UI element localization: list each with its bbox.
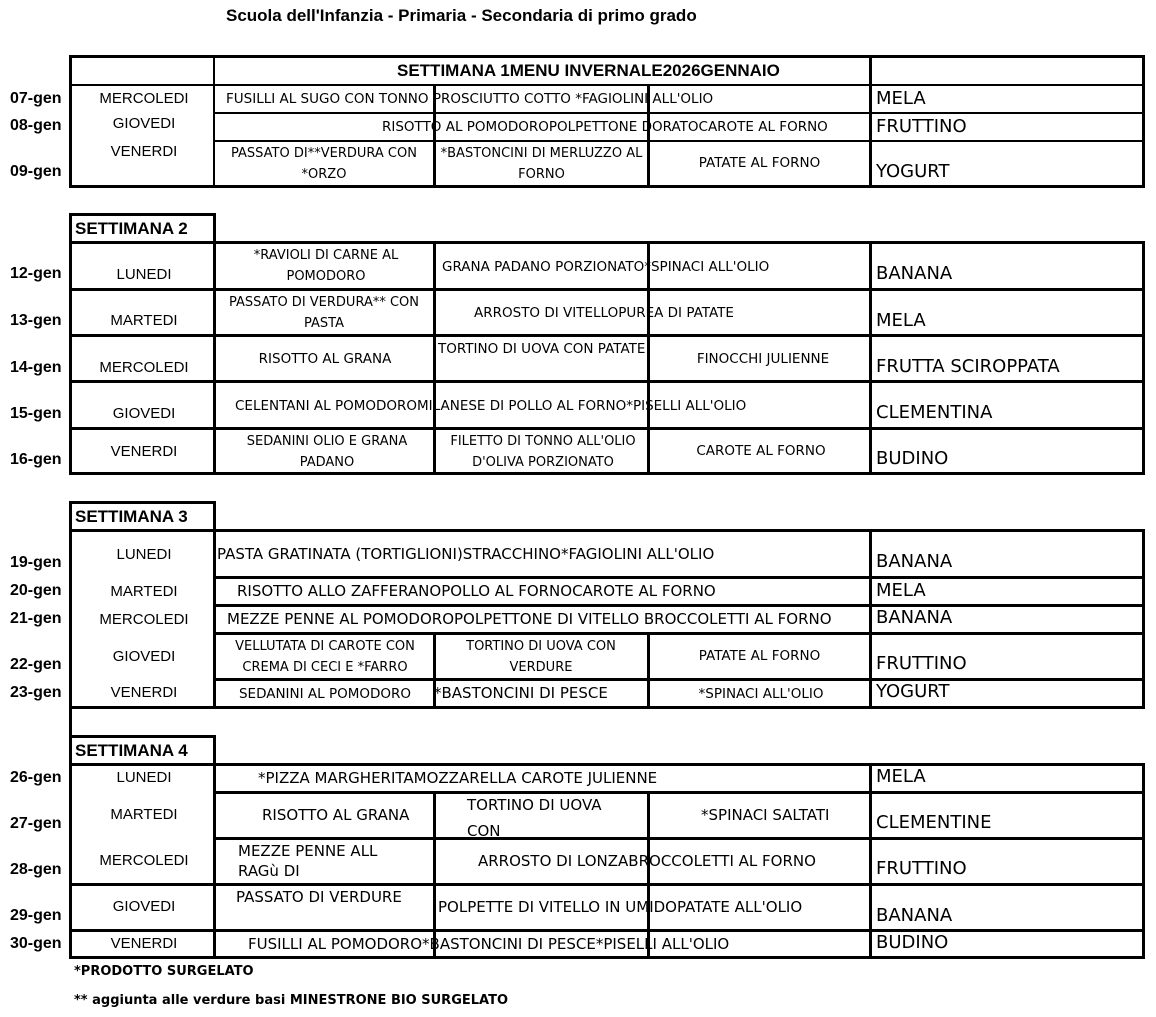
week3-row5-fruit: YOGURT [876,681,950,702]
week3-row4-first: VELLUTATA DI CAROTE CON CREMA DI CECI E *FARRO [235,639,415,675]
week3-row3-day: MERCOLEDI [99,611,189,628]
week4-row2-fruit: CLEMENTINE [876,812,992,833]
week2-row5-day: VENERDI [110,443,178,460]
school-title: Scuola dell'Infanzia - Primaria - Secondaria di primo grado [226,6,697,25]
week4-row5-menu: FUSILLI AL POMODORO*BASTONCINI DI PESCE*PISELLI ALL'OLIO [248,935,730,953]
week3-row3-menu: MEZZE PENNE AL POMODOROPOLPETTONE DI VITELLO BROCCOLETTI AL FORNO [227,610,832,628]
week4-row2-side: *SPINACI SALTATI [701,806,830,824]
week2-row1-date: 12-gen [10,265,62,282]
week4-row3-menu: ARROSTO DI LONZABROCCOLETTI AL FORNO [478,852,816,870]
week2-row4-menu: CELENTANI AL POMODOROMILANESE DI POLLO AL FORNO*PISELLI ALL'OLIO [235,398,747,414]
week4-row4-first: PASSATO DI VERDURE [236,888,402,906]
week4-header: SETTIMANA 4 [75,741,188,760]
week3-row2-date: 20-gen [10,582,62,599]
week2-row2-day: MARTEDI [110,312,178,329]
week4-row2-day: MARTEDI [110,806,178,823]
week3-row3-date: 21-gen [10,610,62,627]
week4-row4-fruit: BANANA [876,905,953,926]
week2-row2-fruit: MELA [876,310,926,331]
week4-row2-second-line1: TORTINO DI UOVA [467,796,602,814]
week1-row3-first: PASSATO DI**VERDURA CON *ORZO [231,146,417,182]
week3-row1-day: LUNEDI [116,546,172,563]
week2-row5-second: FILETTO DI TONNO ALL'OLIO D'OLIVA PORZIONATO [450,434,636,470]
week2-row4-date: 15-gen [10,405,62,422]
week3-row5-second: *BASTONCINI DI PESCE [434,684,608,702]
week3-row1-menu: PASTA GRATINATA (TORTIGLIONI)STRACCHINO*FAGIOLINI ALL'OLIO [217,545,715,563]
week4-row4-menu: POLPETTE DI VITELLO IN UMIDOPATATE ALL'OLIO [438,898,803,916]
week3-row5-day: VENERDI [110,684,178,701]
week2-row3-first: RISOTTO AL GRANA [258,351,392,367]
week4-row5-fruit: BUDINO [876,932,949,953]
week2-row1-fruit: BANANA [876,263,953,284]
week3-row2-fruit: MELA [876,580,926,601]
week1-row3-day: VENERDI [110,143,178,160]
week1-row3-fruit: YOGURT [876,161,950,182]
week2-row3-second: TORTINO DI UOVA CON PATATE [438,341,646,357]
week3-row1-fruit: BANANA [876,551,953,572]
week3-row5-first: SEDANINI AL POMODORO [238,686,412,702]
week2-row4-fruit: CLEMENTINA [876,402,993,423]
week1-row1-date: 07-gen [10,90,62,107]
week4-row2-first: RISOTTO AL GRANA [262,806,410,824]
week2-row4-day: GIOVEDI [112,405,176,422]
week3-row5-side: *SPINACI ALL'OLIO [698,686,824,702]
week1-row1-day: MERCOLEDI [99,90,189,107]
week4-row1-date: 26-gen [10,769,62,786]
week1-row2-fruit: FRUTTINO [876,116,967,137]
week3-row4-second: TORTINO DI UOVA CON VERDURE [466,639,616,675]
week2-row1-menu: GRANA PADANO PORZIONATO*SPINACI ALL'OLIO [442,259,770,275]
week4-row3-first-line1: MEZZE PENNE ALL [238,842,378,860]
week3-row2-day: MARTEDI [110,583,178,600]
week1-row3-side: PATATE AL FORNO [698,155,821,171]
week2-row3-fruit: FRUTTA SCIROPPATA [876,356,1060,377]
week4-row3-first-line2: RAGù DI [238,862,300,880]
week4-row3-date: 28-gen [10,861,62,878]
week1-row3-second: *BASTONCINI DI MERLUZZO AL FORNO [440,146,643,182]
week4-row4-date: 29-gen [10,907,62,924]
week2-row3-day: MERCOLEDI [99,359,189,376]
week1-row1-menu: FUSILLI AL SUGO CON TONNO PROSCIUTTO COTTO *FAGIOLINI ALL'OLIO [226,91,714,107]
week2-row5-date: 16-gen [10,451,62,468]
week3-header: SETTIMANA 3 [75,507,188,526]
week1-row1-fruit: MELA [876,88,926,109]
week4-row3-fruit: FRUTTINO [876,858,967,879]
week3-row5-date: 23-gen [10,684,62,701]
week1-row3-date: 09-gen [10,163,62,180]
week2-row2-menu: ARROSTO DI VITELLOPUREA DI PATATE [474,305,734,321]
week3-row1-date: 19-gen [10,554,62,571]
week2-row3-date: 14-gen [10,359,62,376]
week3-row4-fruit: FRUTTINO [876,653,967,674]
week2-row5-side: CAROTE AL FORNO [696,443,826,459]
week4-row2-date: 27-gen [10,815,62,832]
week3-row4-side: PATATE AL FORNO [698,648,821,664]
week1-row2-menu: RISOTTO AL POMODOROPOLPETTONE DORATOCAROTE AL FORNO [382,119,828,135]
week2-row1-day: LUNEDI [116,266,172,283]
week3-row3-fruit: BANANA [876,607,953,628]
week2-row1-first: *RAVIOLI DI CARNE AL POMODORO [253,248,399,284]
week4-row5-date: 30-gen [10,935,62,952]
week4-row1-fruit: MELA [876,766,926,787]
week2-row3-side: FINOCCHI JULIENNE [696,351,830,367]
week1-header: SETTIMANA 1MENU INVERNALE2026GENNAIO [397,61,780,80]
week4-row5-day: VENERDI [110,935,178,952]
week2-row5-first: SEDANINI OLIO E GRANA PADANO [246,434,408,470]
week4-row1-day: LUNEDI [116,769,172,786]
minestrone-note: ** aggiunta alle verdure basi MINESTRONE BIO SURGELATO [74,993,508,1008]
week3-row2-menu: RISOTTO ALLO ZAFFERANOPOLLO AL FORNOCAROTE AL FORNO [237,582,716,600]
week4-row3-day: MERCOLEDI [99,852,189,869]
week3-row4-date: 22-gen [10,656,62,673]
week1-row2-date: 08-gen [10,117,62,134]
frozen-product-note: *PRODOTTO SURGELATO [74,964,254,979]
week3-row4-day: GIOVEDI [112,648,176,665]
week4-row2-second-line2: CON [467,822,501,840]
week2-row2-first: PASSATO DI VERDURA** CON PASTA [228,295,420,331]
week4-row1-menu: *PIZZA MARGHERITAMOZZARELLA CAROTE JULIENNE [258,769,658,787]
week4-row4-day: GIOVEDI [112,898,176,915]
week2-row5-fruit: BUDINO [876,448,949,469]
week2-header: SETTIMANA 2 [75,219,188,238]
week1-row2-day: GIOVEDI [112,115,176,132]
week2-row2-date: 13-gen [10,312,62,329]
